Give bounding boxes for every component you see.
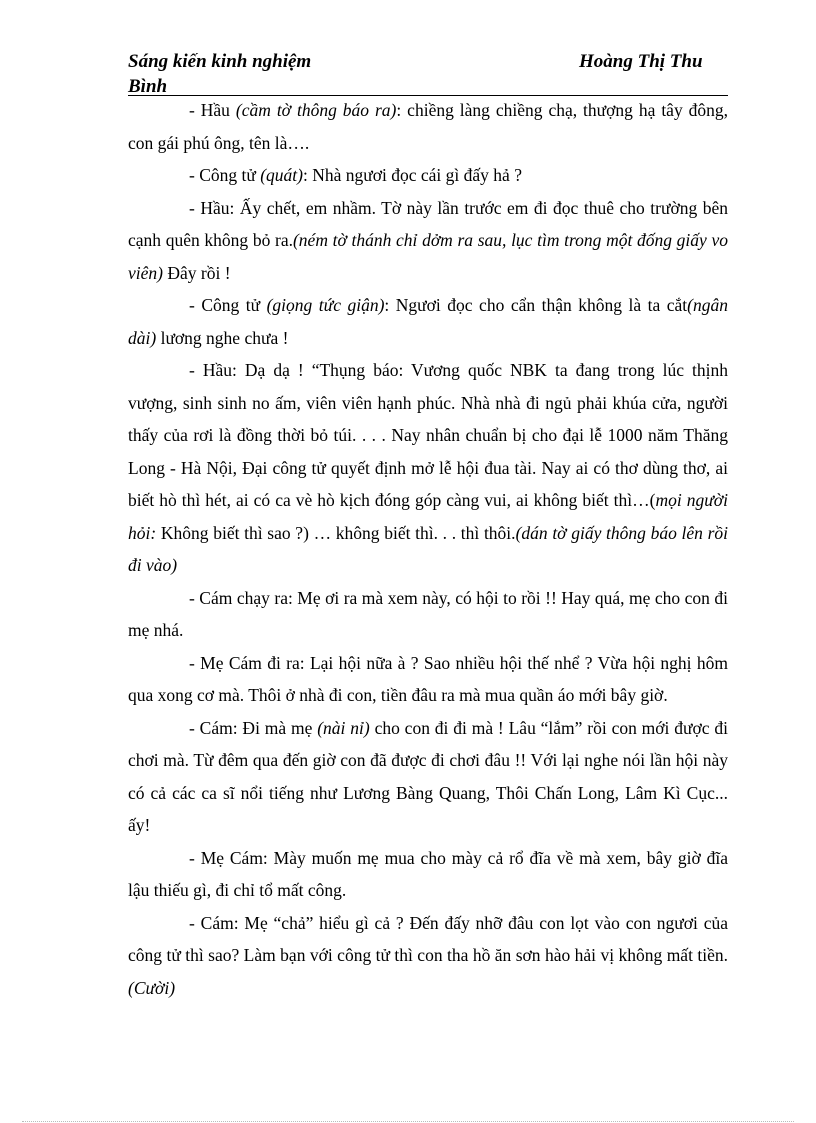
paragraph [128, 712, 728, 842]
dialogue-text: - Công tử [189, 165, 261, 185]
stage-direction: (quát) [260, 165, 304, 185]
dialogue-text: : chiềng làng chiềng chạ, thượng hạ tây đông, con gái phú ông, tên là…. [128, 100, 729, 153]
dialogue-text: Không biết thì sao ?) … không biết thì. . . thì thôi. [156, 522, 516, 543]
page-bottom-divider [22, 1121, 794, 1122]
dialogue-text: : Nhà ngươi đọc cái gì đấy hả ? [303, 165, 522, 185]
stage-direction: (ngân dài) [128, 295, 728, 348]
paragraph [128, 192, 728, 290]
paragraph [128, 582, 728, 647]
stage-direction: (dán tờ giấy thông báo lên rồi đi vào) [128, 522, 728, 575]
stage-direction: (ném tờ thánh chỉ dởm ra sau, lục tìm trong một đống giấy vo viên) [128, 230, 729, 283]
stage-direction: (giọng tức giận) [266, 295, 385, 315]
header-author: Hoàng Thị Thu [579, 51, 703, 72]
dialogue-text: : Ngươi đọc cho cẩn thận không là ta cắt [384, 295, 688, 315]
dialogue-text: - Cám: Đi mà mẹ [189, 717, 318, 738]
paragraph [128, 354, 728, 582]
paragraph [128, 159, 728, 192]
dialogue-text: - Công tử [189, 295, 267, 315]
paragraph [128, 907, 728, 1005]
stage-direction: (nài nỉ) [317, 717, 370, 738]
dialogue-text: - Hầu [189, 100, 236, 120]
paragraph [128, 94, 728, 159]
document-body [128, 94, 728, 1004]
dialogue-text: - Cám: Mẹ “chả” hiểu gì cả ? Đến đấy nhỡ đâu con lọt vào con ngươi của công tử thì sao? Làm bạn với công tử thì con tha hồ ăn sơn hào hải vị không mất tiền. [128, 912, 728, 965]
dialogue-text: lương nghe chưa ! [156, 327, 289, 348]
stage-direction: (Cười) [128, 977, 176, 998]
header-title: Sáng kiến kinh nghiệm [128, 51, 312, 72]
dialogue-text: - Cám chạy ra: Mẹ ơi ra mà xem này, có hội to rồi !! Hay quá, mẹ cho con đi mẹ nhá. [128, 587, 728, 640]
dialogue-text: - Mẹ Cám đi ra: Lại hội nữa à ? Sao nhiều hội thế nhể ? Vừa hội nghị hôm qua xong cơ mà. Thôi ở nhà đi con, tiền đâu ra mà mua quần áo mới bây giờ. [128, 652, 728, 705]
paragraph [128, 647, 728, 712]
paragraph [128, 842, 728, 907]
header-author-continued: Bình [128, 76, 168, 97]
dialogue-text: - Mẹ Cám: Mày muốn mẹ mua cho mày cả rổ đĩa về mà xem, bây giờ đĩa lậu thiếu gì, đi chỉ tổ mất công. [128, 847, 728, 900]
stage-direction: (cầm tờ thông báo ra) [235, 100, 397, 120]
dialogue-text: - Hầu: Dạ dạ ! “Thụng báo: Vương quốc NBK ta đang trong lúc thịnh vượng, sinh sinh no ấm, viên viên hạnh phúc. Nhà nhà đi ngủ phải khúa cửa, người thấy của rơi là đồng thời bỏ túi. . . . Nay nhân chuẩn bị cho đại lễ 1000 năm Thăng Long - Hà Nội, Đại công tử quyết định mở lễ hội đua tài. Nay ai có thơ dùng thơ, ai biết hò thì hét, ai có ca vè hò kịch đóng góp càng vui, ai không biết thì…( [128, 360, 728, 510]
dialogue-text: - Hầu: Ấy chết, em nhầm. Tờ này lần trước em đi đọc thuê cho trường bên cạnh quên không bỏ ra. [128, 197, 728, 250]
paragraph [128, 289, 728, 354]
stage-direction: mọi người hỏi: [128, 490, 728, 543]
dialogue-text: cho con đi đi mà ! Lâu “lắm” rồi con mới được đi chơi mà. Từ đêm qua đến giờ con đã được đi chơi đâu !! Với lại nghe nói lần hội này có cả các ca sĩ nổi tiếng như Lương Bàng Quang, Thôi Chấn Long, Lâm Kì Cục... ấy! [128, 717, 728, 835]
dialogue-text: Đây rồi ! [162, 262, 231, 283]
